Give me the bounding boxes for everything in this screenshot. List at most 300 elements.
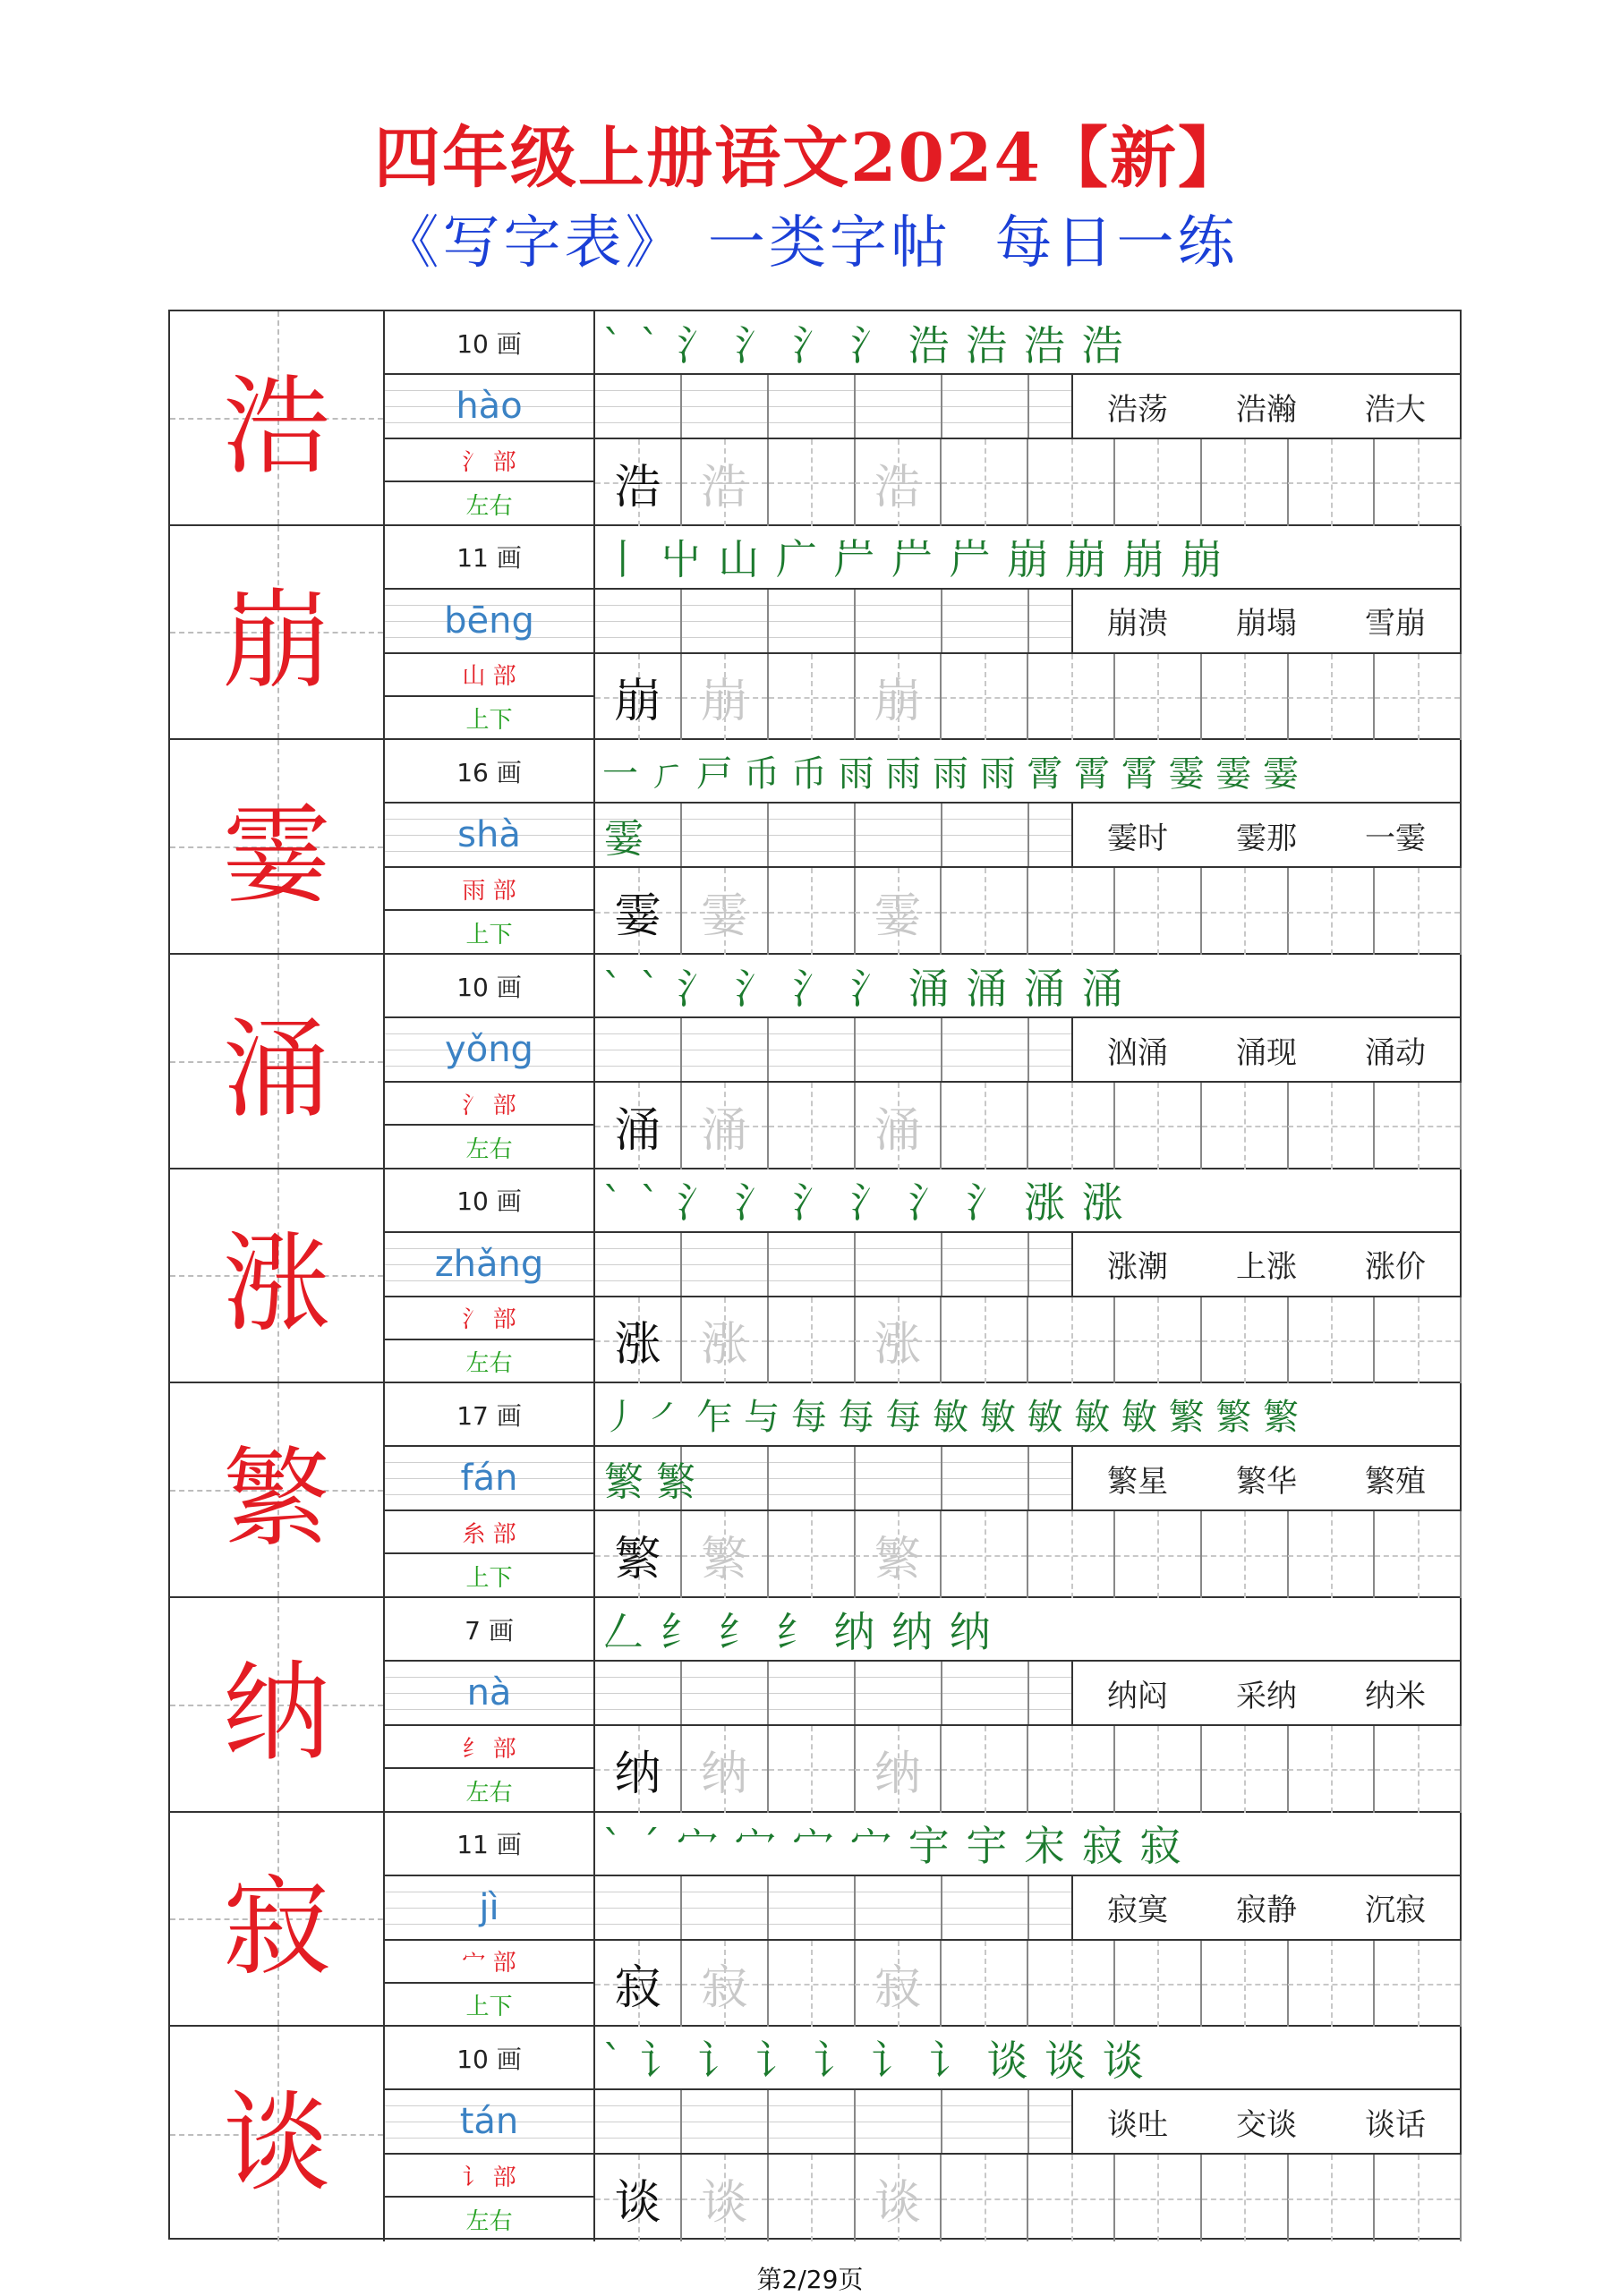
cell-guide-horizontal bbox=[1202, 482, 1287, 484]
stroke-order: 丿 ㇒ 乍 与 每 每 每 敏 敏 敏 敏 敏 繁 繁 繁 bbox=[595, 1383, 1460, 1447]
practice-cell[interactable] bbox=[595, 1297, 682, 1384]
cell-guide-horizontal bbox=[1028, 1984, 1113, 1986]
practice-cell[interactable] bbox=[595, 1726, 682, 1813]
stroke-count: 11 画 bbox=[385, 1813, 593, 1876]
pinyin-box[interactable] bbox=[942, 2090, 1029, 2153]
structure: 左右 bbox=[465, 1350, 513, 1378]
cell-guide-horizontal bbox=[1288, 482, 1373, 484]
practice-cell[interactable] bbox=[1288, 1726, 1375, 1813]
big-char: 涌 bbox=[223, 1008, 330, 1133]
stroke-order: ` 讠 讠 讠 讠 讠 讠 谈 谈 谈 bbox=[595, 2027, 1460, 2090]
stroke-count: 10 画 bbox=[385, 955, 593, 1018]
pinyin-box[interactable] bbox=[942, 375, 1029, 438]
practice-cell[interactable] bbox=[1375, 1083, 1462, 1169]
structure: 左右 bbox=[465, 2207, 513, 2235]
pinyin: tán bbox=[385, 2090, 593, 2155]
stroke-count: 7 画 bbox=[385, 1598, 593, 1662]
pinyin-box[interactable] bbox=[595, 375, 682, 438]
model-char: 涌 bbox=[614, 1103, 661, 1158]
big-char-cell bbox=[170, 740, 385, 953]
practice-cell[interactable] bbox=[1288, 439, 1375, 526]
practice-cell[interactable] bbox=[942, 1083, 1028, 1169]
practice-cell[interactable] bbox=[855, 868, 942, 955]
cell-guide-horizontal bbox=[942, 1555, 1027, 1557]
stroke-order: ` ˋ 氵 氵 氵 氵 涌 涌 涌 涌 bbox=[595, 955, 1460, 1018]
practice-cell[interactable] bbox=[769, 439, 856, 526]
cell-guide-horizontal bbox=[1202, 1555, 1287, 1557]
practice-cell[interactable] bbox=[1115, 1083, 1202, 1169]
practice-cell[interactable] bbox=[1028, 868, 1115, 955]
pinyin: bēng bbox=[385, 590, 593, 654]
cell-guide-horizontal bbox=[769, 697, 854, 699]
trace-char: 繁 bbox=[701, 1533, 748, 1587]
pinyin-box[interactable] bbox=[942, 1876, 1029, 1939]
cell-guide-horizontal bbox=[769, 912, 854, 914]
cell-guide-horizontal bbox=[1288, 1769, 1373, 1771]
practice-cell[interactable] bbox=[942, 1941, 1028, 2028]
big-char-cell bbox=[170, 955, 385, 1168]
practice-cell[interactable] bbox=[1028, 1083, 1115, 1169]
model-char: 谈 bbox=[614, 2176, 661, 2231]
practice-grid bbox=[595, 439, 1460, 526]
practice-cell[interactable] bbox=[769, 1083, 856, 1169]
practice-cell[interactable] bbox=[1288, 1511, 1375, 1598]
pinyin-box[interactable] bbox=[769, 375, 856, 438]
char-info bbox=[385, 955, 595, 1168]
stroke-count: 10 画 bbox=[385, 2027, 593, 2090]
cell-guide-horizontal bbox=[769, 1340, 854, 1342]
practice-cell[interactable] bbox=[1028, 1511, 1115, 1598]
radical: 宀 部 bbox=[385, 1941, 593, 1984]
word-item: 一霎 bbox=[1365, 820, 1426, 856]
practice-cell[interactable] bbox=[769, 1941, 856, 2028]
pinyin-box[interactable] bbox=[595, 2090, 682, 2153]
page-subtitle: 《写字表》 一类字帖 每日一练 bbox=[381, 210, 1239, 276]
word-list bbox=[1071, 804, 1460, 866]
practice-cell[interactable] bbox=[942, 2155, 1028, 2241]
practice-cell[interactable] bbox=[1375, 439, 1462, 526]
stroke-order: 𠃋 纟 纟 纟 纳 纳 纳 bbox=[595, 1598, 1460, 1662]
cell-guide-horizontal bbox=[769, 482, 854, 484]
cell-guide-horizontal bbox=[942, 1340, 1027, 1342]
cell-guide-horizontal bbox=[1202, 697, 1287, 699]
cell-guide-horizontal bbox=[1288, 1555, 1373, 1557]
pinyin-box[interactable] bbox=[856, 2090, 942, 2153]
pinyin-box[interactable] bbox=[682, 1018, 769, 1081]
pinyin-box[interactable] bbox=[769, 2090, 856, 2153]
pinyin-box[interactable] bbox=[682, 590, 769, 652]
char-info bbox=[385, 1598, 595, 1811]
cell-guide-horizontal bbox=[1202, 1984, 1287, 1986]
cell-guide-horizontal bbox=[1202, 1769, 1287, 1771]
pinyin-box[interactable] bbox=[942, 1233, 1029, 1296]
stroke-count: 17 画 bbox=[385, 1383, 593, 1447]
practice-cell[interactable] bbox=[855, 1941, 942, 2028]
practice-cell[interactable] bbox=[855, 1297, 942, 1384]
pinyin-box[interactable] bbox=[942, 1018, 1029, 1081]
practice-cell[interactable] bbox=[595, 439, 682, 526]
practice-cell[interactable] bbox=[682, 1511, 769, 1598]
word-item: 崩塌 bbox=[1236, 606, 1297, 642]
pinyin-box[interactable] bbox=[595, 1662, 682, 1724]
pinyin-box[interactable] bbox=[942, 804, 1029, 866]
radical: 氵 部 bbox=[385, 439, 593, 482]
pinyin-box[interactable] bbox=[595, 590, 682, 652]
big-char: 纳 bbox=[223, 1651, 330, 1776]
structure: 左右 bbox=[465, 1135, 513, 1163]
practice-cell[interactable] bbox=[1028, 1941, 1115, 2028]
cell-guide-horizontal bbox=[1115, 912, 1200, 914]
big-char: 霎 bbox=[223, 794, 330, 919]
cell-guide-horizontal bbox=[1028, 912, 1113, 914]
practice-cell[interactable] bbox=[1202, 1726, 1289, 1813]
practice-cell[interactable] bbox=[682, 868, 769, 955]
cell-guide-horizontal bbox=[1375, 1340, 1460, 1342]
cell-guide-horizontal bbox=[769, 2198, 854, 2200]
char-row bbox=[170, 1383, 1460, 1598]
word-list bbox=[1071, 590, 1460, 652]
trace-char: 涨 bbox=[701, 1318, 748, 1373]
practice-cell[interactable] bbox=[942, 1297, 1028, 1384]
big-char-cell bbox=[170, 1169, 385, 1382]
word-item: 繁殖 bbox=[1365, 1463, 1426, 1500]
word-item: 寂寞 bbox=[1107, 1892, 1168, 1929]
trace-char: 纳 bbox=[874, 1747, 921, 1801]
big-char: 崩 bbox=[223, 579, 330, 704]
trace-char: 浩 bbox=[701, 460, 748, 514]
char-info bbox=[385, 526, 595, 739]
cell-guide-horizontal bbox=[1115, 697, 1200, 699]
word-item: 谈话 bbox=[1365, 2106, 1426, 2143]
cell-guide-horizontal bbox=[942, 1984, 1027, 1986]
practice-cell[interactable] bbox=[855, 439, 942, 526]
pinyin-box[interactable] bbox=[856, 804, 942, 866]
practice-cell[interactable] bbox=[1028, 2155, 1115, 2241]
cell-guide-horizontal bbox=[1202, 1340, 1287, 1342]
practice-cell[interactable] bbox=[1028, 1297, 1115, 1384]
model-char: 浩 bbox=[614, 460, 661, 514]
practice-grid bbox=[595, 1511, 1460, 1598]
pinyin-box[interactable] bbox=[769, 1876, 856, 1939]
stroke-count: 16 画 bbox=[385, 740, 593, 804]
big-char-cell bbox=[170, 311, 385, 524]
pinyin-box[interactable] bbox=[769, 1233, 856, 1296]
practice-cell[interactable] bbox=[942, 439, 1028, 526]
word-item: 浩荡 bbox=[1107, 391, 1168, 428]
word-item: 汹涌 bbox=[1107, 1034, 1168, 1071]
cell-guide-horizontal bbox=[1115, 1340, 1200, 1342]
cell-guide-horizontal bbox=[1202, 912, 1287, 914]
pinyin-box[interactable] bbox=[856, 375, 942, 438]
pinyin-box[interactable] bbox=[856, 1447, 942, 1509]
practice-cell[interactable] bbox=[1375, 1726, 1462, 1813]
practice-cell[interactable] bbox=[855, 1083, 942, 1169]
practice-cell[interactable] bbox=[682, 1941, 769, 2028]
practice-cell[interactable] bbox=[1288, 1083, 1375, 1169]
practice-cell[interactable] bbox=[1115, 2155, 1202, 2241]
cell-guide-horizontal bbox=[1375, 1984, 1460, 1986]
cell-guide-horizontal bbox=[1288, 697, 1373, 699]
pinyin-box[interactable] bbox=[769, 590, 856, 652]
cell-guide-horizontal bbox=[942, 2198, 1027, 2200]
stroke-count: 11 画 bbox=[385, 526, 593, 590]
cell-guide-horizontal bbox=[942, 1126, 1027, 1127]
practice-cell[interactable] bbox=[1115, 1297, 1202, 1384]
practice-cell[interactable] bbox=[855, 1511, 942, 1598]
practice-grid bbox=[595, 654, 1460, 741]
practice-cell[interactable] bbox=[942, 1511, 1028, 1598]
word-item: 繁华 bbox=[1236, 1463, 1297, 1500]
radical: 糸 部 bbox=[385, 1511, 593, 1554]
cell-guide-horizontal bbox=[1202, 1126, 1287, 1127]
pinyin-box[interactable] bbox=[595, 1018, 682, 1081]
pinyin-practice-line bbox=[595, 1876, 1460, 1941]
practice-cell[interactable] bbox=[1115, 1726, 1202, 1813]
pinyin-box[interactable] bbox=[769, 1662, 856, 1724]
practice-cell[interactable] bbox=[1115, 654, 1202, 741]
practice-cell[interactable] bbox=[1375, 1511, 1462, 1598]
practice-cell[interactable] bbox=[682, 2155, 769, 2241]
big-char: 繁 bbox=[223, 1437, 330, 1562]
practice-cell[interactable] bbox=[1288, 654, 1375, 741]
practice-cell[interactable] bbox=[682, 439, 769, 526]
pinyin-box[interactable] bbox=[682, 1662, 769, 1724]
radical: 雨 部 bbox=[385, 868, 593, 911]
trace-char: 涨 bbox=[874, 1318, 921, 1373]
pinyin-box[interactable] bbox=[856, 590, 942, 652]
pinyin-box[interactable] bbox=[682, 375, 769, 438]
pinyin-box[interactable] bbox=[682, 1233, 769, 1296]
word-list bbox=[1071, 1876, 1460, 1939]
pinyin-practice-line bbox=[595, 2090, 1460, 2155]
practice-cell[interactable] bbox=[855, 1726, 942, 1813]
cell-guide-horizontal bbox=[1028, 697, 1113, 699]
cell-guide-horizontal bbox=[769, 1126, 854, 1127]
practice-cell[interactable] bbox=[1202, 868, 1289, 955]
practice-cell[interactable] bbox=[1202, 1511, 1289, 1598]
stroke-order: 丨 屮 山 广 屵 屵 屵 崩 崩 崩 崩 bbox=[595, 526, 1460, 590]
radical: 氵 部 bbox=[385, 1297, 593, 1340]
practice-cell[interactable] bbox=[942, 654, 1028, 741]
word-item: 涨价 bbox=[1365, 1249, 1426, 1286]
pinyin-box[interactable] bbox=[942, 1662, 1029, 1724]
char-info bbox=[385, 1813, 595, 2026]
pinyin-box[interactable] bbox=[856, 1233, 942, 1296]
practice-cell[interactable] bbox=[682, 654, 769, 741]
practice-cell[interactable] bbox=[769, 654, 856, 741]
cell-guide-horizontal bbox=[769, 1984, 854, 1986]
pinyin-practice-line bbox=[595, 375, 1460, 439]
word-list bbox=[1071, 1233, 1460, 1296]
practice-cell[interactable] bbox=[769, 1726, 856, 1813]
practice-cell[interactable] bbox=[1202, 2155, 1289, 2241]
page-number: 第2/29页 bbox=[756, 2265, 864, 2294]
pinyin-box[interactable] bbox=[769, 804, 856, 866]
cell-guide-horizontal bbox=[1375, 2198, 1460, 2200]
practice-cell[interactable] bbox=[682, 1726, 769, 1813]
word-item: 寂静 bbox=[1236, 1892, 1297, 1929]
pinyin-box[interactable] bbox=[856, 1876, 942, 1939]
trace-char: 浩 bbox=[874, 460, 921, 514]
cell-guide-horizontal bbox=[1288, 1126, 1373, 1127]
word-item: 霎那 bbox=[1236, 820, 1297, 856]
practice-cell[interactable] bbox=[595, 1083, 682, 1169]
trace-char: 纳 bbox=[701, 1747, 748, 1801]
structure: 上下 bbox=[465, 707, 513, 735]
structure: 上下 bbox=[465, 921, 513, 948]
trace-char: 涌 bbox=[701, 1103, 748, 1158]
pinyin: fán bbox=[385, 1447, 593, 1511]
practice-cell[interactable] bbox=[1028, 1726, 1115, 1813]
practice-grid bbox=[595, 1726, 1460, 1813]
big-char-cell bbox=[170, 2027, 385, 2241]
trace-char: 霎 bbox=[701, 889, 748, 944]
cell-guide-horizontal bbox=[1375, 482, 1460, 484]
pinyin-box[interactable] bbox=[769, 1018, 856, 1081]
practice-cell[interactable] bbox=[1115, 1941, 1202, 2028]
cell-guide-horizontal bbox=[1028, 1769, 1113, 1771]
practice-cell[interactable] bbox=[769, 868, 856, 955]
practice-cell[interactable] bbox=[942, 868, 1028, 955]
practice-cell[interactable] bbox=[595, 654, 682, 741]
practice-cell[interactable] bbox=[1375, 2155, 1462, 2241]
practice-cell[interactable] bbox=[855, 654, 942, 741]
trace-char: 崩 bbox=[874, 675, 921, 729]
cell-guide-horizontal bbox=[942, 912, 1027, 914]
trace-char: 谈 bbox=[701, 2176, 748, 2231]
char-info bbox=[385, 1383, 595, 1596]
cell-guide-horizontal bbox=[1115, 2198, 1200, 2200]
big-char-cell bbox=[170, 1813, 385, 2026]
word-item: 浩瀚 bbox=[1236, 391, 1297, 428]
pinyin-box[interactable] bbox=[856, 1018, 942, 1081]
cell-guide-horizontal bbox=[1115, 482, 1200, 484]
char-row bbox=[170, 1598, 1460, 1813]
stroke-count: 10 画 bbox=[385, 311, 593, 375]
pinyin-box[interactable] bbox=[682, 1876, 769, 1939]
big-char-cell bbox=[170, 1383, 385, 1596]
radical: 山 部 bbox=[385, 654, 593, 697]
cell-guide-horizontal bbox=[1115, 1126, 1200, 1127]
word-item: 交谈 bbox=[1236, 2106, 1297, 2143]
practice-cell[interactable] bbox=[1288, 2155, 1375, 2241]
practice-cell[interactable] bbox=[942, 1726, 1028, 1813]
big-char: 寂 bbox=[223, 1866, 330, 1991]
structure: 上下 bbox=[465, 1564, 513, 1592]
practice-cell[interactable] bbox=[1375, 1297, 1462, 1384]
practice-cell[interactable] bbox=[1375, 654, 1462, 741]
pinyin-box[interactable] bbox=[682, 2090, 769, 2153]
stroke-order: ` ˋ 氵 氵 氵 氵 氵 氵 涨 涨 bbox=[595, 1169, 1460, 1233]
pinyin: jì bbox=[385, 1876, 593, 1941]
practice-cell[interactable] bbox=[1288, 868, 1375, 955]
example-char: 霎 bbox=[604, 816, 644, 863]
practice-cell[interactable] bbox=[1202, 439, 1289, 526]
pinyin-box[interactable] bbox=[682, 804, 769, 866]
practice-cell[interactable] bbox=[1375, 868, 1462, 955]
practice-cell[interactable] bbox=[1288, 1941, 1375, 2028]
copybook-table bbox=[168, 310, 1462, 2240]
practice-cell[interactable] bbox=[1028, 439, 1115, 526]
practice-cell[interactable] bbox=[769, 2155, 856, 2241]
practice-cell[interactable] bbox=[769, 1511, 856, 1598]
pinyin-box[interactable] bbox=[942, 1447, 1029, 1509]
practice-cell[interactable] bbox=[1028, 654, 1115, 741]
practice-cell[interactable] bbox=[595, 1511, 682, 1598]
practice-grid bbox=[595, 868, 1460, 955]
practice-cell[interactable] bbox=[682, 1083, 769, 1169]
practice-cell[interactable] bbox=[1115, 439, 1202, 526]
cell-guide-horizontal bbox=[942, 697, 1027, 699]
pinyin-box[interactable] bbox=[856, 1662, 942, 1724]
big-char-cell bbox=[170, 1598, 385, 1811]
pinyin-box[interactable] bbox=[769, 1447, 856, 1509]
cell-guide-horizontal bbox=[1288, 912, 1373, 914]
word-item: 崩溃 bbox=[1107, 606, 1168, 642]
word-list bbox=[1071, 1662, 1460, 1724]
pinyin-box[interactable] bbox=[595, 1233, 682, 1296]
model-char: 霎 bbox=[614, 889, 661, 944]
practice-cell[interactable] bbox=[1115, 868, 1202, 955]
pinyin-box[interactable] bbox=[942, 590, 1029, 652]
trace-char: 崩 bbox=[701, 675, 748, 729]
page-title: 四年级上册语文2024【新】 bbox=[374, 120, 1246, 197]
practice-cell[interactable] bbox=[682, 1297, 769, 1384]
model-char: 涨 bbox=[614, 1318, 661, 1373]
cell-guide-horizontal bbox=[769, 1769, 854, 1771]
practice-cell[interactable] bbox=[1375, 1941, 1462, 2028]
pinyin-practice-line bbox=[595, 1018, 1460, 1083]
practice-cell[interactable] bbox=[1115, 1511, 1202, 1598]
radical: 纟 部 bbox=[385, 1726, 593, 1769]
model-char: 繁 bbox=[614, 1533, 661, 1587]
practice-cell[interactable] bbox=[1288, 1297, 1375, 1384]
practice-cell[interactable] bbox=[1202, 1083, 1289, 1169]
practice-cell[interactable] bbox=[595, 1941, 682, 2028]
word-item: 涌现 bbox=[1236, 1034, 1297, 1071]
char-info bbox=[385, 1169, 595, 1382]
pinyin-practice-line bbox=[595, 1447, 1460, 1511]
practice-cell[interactable] bbox=[595, 2155, 682, 2241]
pinyin-practice-line bbox=[595, 1233, 1460, 1297]
pinyin: yǒng bbox=[385, 1018, 593, 1083]
word-item: 沉寂 bbox=[1365, 1892, 1426, 1929]
cell-guide-horizontal bbox=[1288, 1984, 1373, 1986]
pinyin-box[interactable] bbox=[595, 1876, 682, 1939]
char-info bbox=[385, 311, 595, 524]
trace-char: 寂 bbox=[874, 1961, 921, 2016]
word-item: 纳米 bbox=[1365, 1678, 1426, 1714]
stroke-count: 10 画 bbox=[385, 1169, 593, 1233]
practice-cell[interactable] bbox=[769, 1297, 856, 1384]
practice-cell[interactable] bbox=[855, 2155, 942, 2241]
trace-char: 寂 bbox=[701, 1961, 748, 2016]
cell-guide-horizontal bbox=[942, 1769, 1027, 1771]
cell-guide-horizontal bbox=[1288, 1340, 1373, 1342]
radical: 讠 部 bbox=[385, 2155, 593, 2198]
pinyin: zhǎng bbox=[385, 1233, 593, 1297]
cell-guide-horizontal bbox=[1375, 1555, 1460, 1557]
practice-cell[interactable] bbox=[595, 868, 682, 955]
practice-grid bbox=[595, 1297, 1460, 1384]
practice-cell[interactable] bbox=[1202, 654, 1289, 741]
practice-cell[interactable] bbox=[1202, 1941, 1289, 2028]
word-item: 上涨 bbox=[1236, 1249, 1297, 1286]
word-item: 谈吐 bbox=[1107, 2106, 1168, 2143]
trace-char: 霎 bbox=[874, 889, 921, 944]
practice-cell[interactable] bbox=[1202, 1297, 1289, 1384]
word-item: 雪崩 bbox=[1365, 606, 1426, 642]
